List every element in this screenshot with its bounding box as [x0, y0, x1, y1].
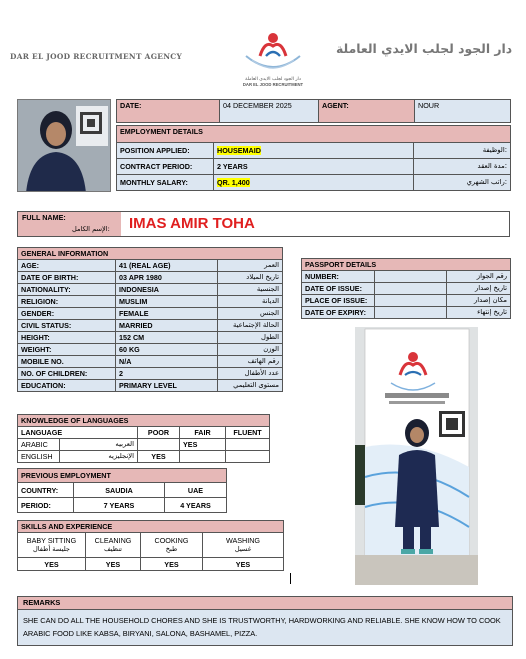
salary-value — [214, 175, 414, 191]
gi-label: WEIGHT: — [18, 344, 116, 356]
gi-label-ar: الحالة الإجتماعية — [218, 320, 283, 332]
position-label: POSITION APPLIED: — [117, 143, 214, 159]
gi-label: NATIONALITY: — [18, 284, 116, 296]
gi-label-ar: عدد الأطفال — [218, 368, 283, 380]
country-label: COUNTRY: — [18, 483, 74, 498]
lang-header-fluent: FLUENT — [226, 427, 270, 439]
gi-label-ar: الوزن — [218, 344, 283, 356]
gi-value: MUSLIM — [116, 296, 218, 308]
full-name-label: FULL NAME: — [22, 213, 66, 222]
remarks-box — [17, 596, 513, 646]
full-name-box — [17, 211, 510, 237]
pp-value — [375, 295, 447, 307]
skill-value: YES — [18, 558, 86, 571]
salary-label: MONTHLY SALARY: — [117, 175, 214, 191]
lang-name-ar: الإنجليزيه — [60, 451, 138, 463]
gi-value: MARRIED — [116, 320, 218, 332]
skill-name-ar: طبخ — [165, 545, 178, 553]
gi-label-ar: مستوى التعليمي — [218, 380, 283, 392]
period-label: PERIOD: — [18, 498, 74, 513]
full-name-value: IMAS AMIR TOHA — [129, 215, 255, 232]
lang-poor-value: YES — [138, 451, 180, 463]
skill-cooking — [141, 533, 203, 558]
agent-value: NOUR — [415, 100, 511, 123]
employment-details-title: EMPLOYMENT DETAILS — [117, 126, 511, 143]
position-label-ar: الوظيفة: — [414, 143, 511, 159]
pp-value — [375, 307, 447, 319]
remarks-title: REMARKS — [18, 597, 512, 610]
position-value — [214, 143, 414, 159]
logo-emblem-icon — [238, 26, 308, 72]
gi-label-ar: الديانة — [218, 296, 283, 308]
gi-label: EDUCATION: — [18, 380, 116, 392]
period-value: 4 YEARS — [165, 498, 227, 513]
contract-label-ar: مدة العقد: — [414, 159, 511, 175]
gi-label-ar: الجنسية — [218, 284, 283, 296]
applicant-photo-full — [355, 327, 478, 585]
pp-label-ar: تاريخ إنتهاء — [447, 307, 511, 319]
gi-label: RELIGION: — [18, 296, 116, 308]
gi-value: 03 APR 1980 — [116, 272, 218, 284]
skill-washing — [203, 533, 284, 558]
gi-value: PRIMARY LEVEL — [116, 380, 218, 392]
lang-header-fair: FAIR — [180, 427, 226, 439]
logo-text-ar: دار الجود لجلب الايدي العاملة — [245, 77, 301, 82]
salary-label-ar: راتب الشهري: — [414, 175, 511, 191]
pp-label: NUMBER: — [302, 271, 375, 283]
lang-poor-value — [138, 439, 180, 451]
general-info-table — [17, 247, 283, 392]
gi-value: N/A — [116, 356, 218, 368]
gi-value: INDONESIA — [116, 284, 218, 296]
gi-label: GENDER: — [18, 308, 116, 320]
skills-title: SKILLS AND EXPERIENCE — [18, 521, 284, 533]
date-value: 04 DECEMBER 2025 — [220, 100, 319, 123]
previous-employment-title: PREVIOUS EMPLOYMENT — [18, 469, 227, 483]
agency-name-ar: دار الجود لجلب الايدي العاملة — [336, 41, 513, 56]
country-value: UAE — [165, 483, 227, 498]
gi-label: NO. OF CHILDREN: — [18, 368, 116, 380]
gi-label-ar: رقم الهاتف — [218, 356, 283, 368]
pp-value — [375, 283, 447, 295]
period-value: 7 YEARS — [74, 498, 165, 513]
gi-label: HEIGHT: — [18, 332, 116, 344]
passport-title: PASSPORT DETAILS — [302, 259, 511, 271]
skill-baby-sitting — [18, 533, 86, 558]
pp-label-ar: رقم الجواز — [447, 271, 511, 283]
skill-name-ar: غسيل — [234, 545, 252, 553]
gi-label-ar: تاريخ الميلاد — [218, 272, 283, 284]
skill-value: YES — [203, 558, 284, 571]
pp-label-ar: مكان إصدار — [447, 295, 511, 307]
gi-value: FEMALE — [116, 308, 218, 320]
pp-label-ar: تاريخ إصدار — [447, 283, 511, 295]
lang-fair-value: YES — [180, 439, 226, 451]
salary-value-text: QR. 1,400 — [217, 178, 250, 187]
lang-fair-value — [180, 451, 226, 463]
agent-label: AGENT: — [319, 100, 415, 123]
skill-value: YES — [86, 558, 141, 571]
lang-fluent-value — [226, 439, 270, 451]
remarks-text: SHE CAN DO ALL THE HOUSEHOLD CHORES AND SHE IS TRUSTWORTHY, HARDWORKING AND RELIABLE. SHE KNOW HOW TO COOK ARABIC FOOD LIKE KABSA, BIRYANI, SALONA, BASHAMEL, PIZZA. — [23, 616, 501, 638]
skill-value: YES — [141, 558, 203, 571]
employment-details-table — [116, 125, 511, 191]
contract-value: 2 YEARS — [214, 159, 414, 175]
gi-label-ar: الجنس — [218, 308, 283, 320]
text-cursor — [290, 573, 291, 584]
pp-label: DATE OF EXPIRY: — [302, 307, 375, 319]
full-name-label-ar: الإسم الكامل: — [72, 225, 110, 233]
gi-value: 2 — [116, 368, 218, 380]
lang-fluent-value — [226, 451, 270, 463]
logo-text-en: DAR EL JOOD RECRUITMENT — [242, 82, 304, 87]
languages-title: KNOWLEDGE OF LANGUAGES — [18, 415, 270, 427]
skill-name-en: BABY SITTING — [26, 536, 77, 545]
pp-label: DATE OF ISSUE: — [302, 283, 375, 295]
agency-name-en: DAR EL JOOD RECRUITMENT AGENCY — [10, 52, 183, 61]
skill-name-en: CLEANING — [94, 536, 132, 545]
gi-label: MOBILE NO. — [18, 356, 116, 368]
passport-table — [301, 258, 511, 319]
agency-logo — [238, 26, 308, 88]
country-value: SAUDIA — [74, 483, 165, 498]
pp-value — [375, 271, 447, 283]
gi-label-ar: الطول — [218, 332, 283, 344]
skill-name-en: COOKING — [154, 536, 189, 545]
gi-value: 60 KG — [116, 344, 218, 356]
gi-label: AGE: — [18, 260, 116, 272]
general-info-title: GENERAL INFORMATION — [18, 248, 283, 260]
lang-header-language: LANGUAGE — [18, 427, 138, 439]
lang-name-en: ARABIC — [18, 439, 60, 451]
skill-name-ar: تنظيف — [103, 545, 123, 553]
gi-value: 152 CM — [116, 332, 218, 344]
gi-label: CIVIL STATUS: — [18, 320, 116, 332]
applicant-photo-small — [17, 99, 111, 192]
lang-header-poor: POOR — [138, 427, 180, 439]
gi-label-ar: العمر — [218, 260, 283, 272]
position-value-text: HOUSEMAID — [217, 146, 261, 155]
skill-name-en: WASHING — [225, 536, 261, 545]
skill-cleaning — [86, 533, 141, 558]
lang-name-en: ENGLISH — [18, 451, 60, 463]
gi-value: 41 (REAL AGE) — [116, 260, 218, 272]
previous-employment-table — [17, 468, 227, 513]
date-label: DATE: — [117, 100, 220, 123]
lang-name-ar: العربيه — [60, 439, 138, 451]
languages-table — [17, 414, 270, 463]
contract-label: CONTRACT PERIOD: — [117, 159, 214, 175]
skill-name-ar: جليسة أطفال — [33, 545, 70, 553]
gi-label: DATE OF BIRTH: — [18, 272, 116, 284]
pp-label: PLACE OF ISSUE: — [302, 295, 375, 307]
skills-table — [17, 520, 284, 571]
